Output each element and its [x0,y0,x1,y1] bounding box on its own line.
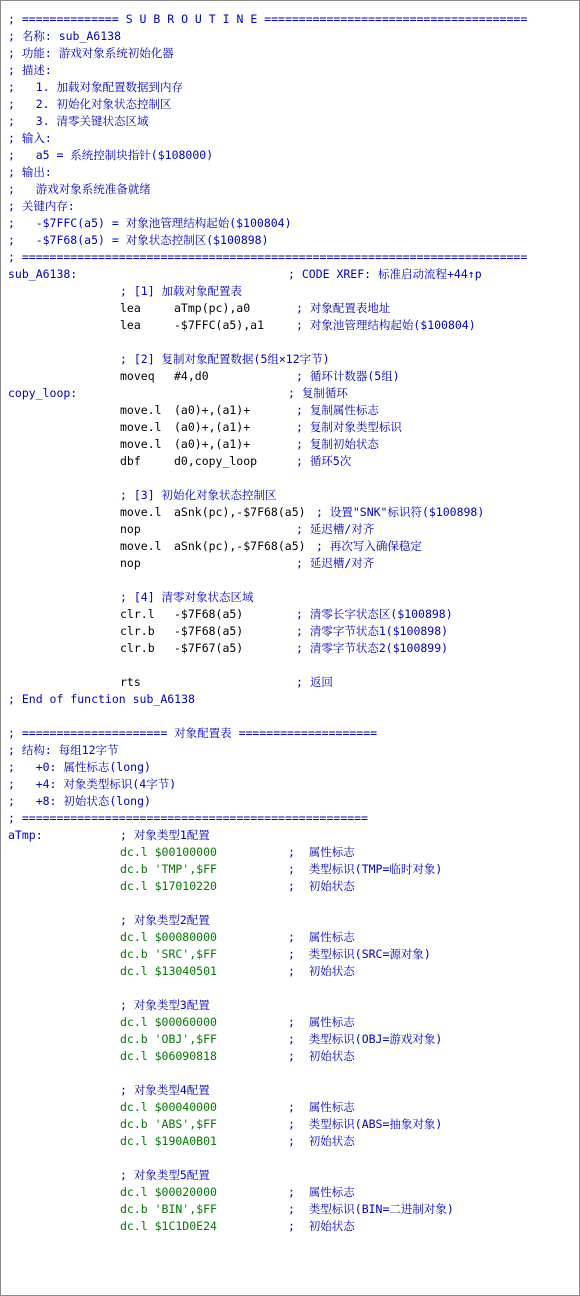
code-line[interactable] [8,28,575,45]
code-line[interactable] [8,351,575,368]
data-directive[interactable]: dc.b 'TMP',$FF [120,862,217,876]
data-directive[interactable]: dc.l $00040000 [120,1100,217,1114]
code-line[interactable] [8,317,575,334]
instruction-mnemonic[interactable]: nop [120,522,141,536]
line-comment: ; 初始状态 [288,964,355,978]
code-line[interactable] [8,1167,575,1184]
instruction-mnemonic[interactable]: clr.b [120,624,155,638]
line-comment: ; 循环计数器(5组) [296,369,400,383]
code-line[interactable] [8,1184,575,1201]
comment-line: ; 2. 初始化对象状态控制区 [8,97,172,111]
section-comment: ; [3] 初始化对象状态控制区 [120,488,277,502]
instruction-mnemonic[interactable]: rts [120,675,141,689]
blank-line [8,895,575,912]
comment-line: ; 输入: [8,131,52,145]
blank-line [8,470,575,487]
instruction-mnemonic[interactable]: move.l [120,437,162,451]
code-line[interactable] [8,674,575,691]
line-comment: ; 类型标识(SRC=源对象) [288,947,431,961]
instruction-mnemonic[interactable]: dbf [120,454,141,468]
code-line[interactable] [8,1014,575,1031]
section-comment: ; [1] 加载对象配置表 [120,284,243,298]
data-directive[interactable]: dc.l $00100000 [120,845,217,859]
comment-line: ; 1. 加载对象配置数据到内存 [8,80,183,94]
code-line[interactable] [8,623,575,640]
line-comment: ; 属性标志 [288,1015,355,1029]
line-comment: ; 初始状态 [288,1219,355,1233]
line-comment: ; CODE XREF: 标准启动流程+44↑p [288,267,482,281]
code-line[interactable] [8,62,575,79]
line-comment: ; 属性标志 [288,930,355,944]
code-line[interactable] [8,742,575,759]
code-line[interactable] [8,793,575,810]
instruction-operands[interactable]: (a0)+,(a1)+ [174,437,251,451]
comment-line: ; ================================================== [8,811,369,825]
data-directive[interactable]: dc.l $1C1D0E24 [120,1219,217,1233]
code-line[interactable] [8,521,575,538]
code-line[interactable] [8,555,575,572]
section-comment: ; 对象类型4配置 [120,1083,210,1097]
section-comment: ; 对象类型3配置 [120,998,210,1012]
instruction-operands[interactable]: aSnk(pc),-$7F68(a5) [174,539,306,553]
line-comment: ; 循环5次 [296,454,352,468]
instruction-mnemonic[interactable]: moveq [120,369,155,383]
code-line[interactable] [8,606,575,623]
instruction-mnemonic[interactable]: lea [120,301,141,315]
code-line[interactable] [8,997,575,1014]
blank-line [8,572,575,589]
section-comment: ; 对象类型2配置 [120,913,210,927]
blank-line [8,980,575,997]
instruction-mnemonic[interactable]: move.l [120,403,162,417]
code-line[interactable] [8,232,575,249]
line-comment: ; 类型标识(ABS=抽象对象) [288,1117,443,1131]
line-comment: ; 设置"SNK"标识符($100898) [316,505,485,519]
instruction-operands[interactable]: aTmp(pc),a0 [174,301,251,315]
line-comment: ; 属性标志 [288,1185,355,1199]
instruction-mnemonic[interactable]: lea [120,318,141,332]
instruction-mnemonic[interactable]: move.l [120,420,162,434]
line-comment: ; 延迟槽/对齐 [296,556,375,570]
code-line[interactable] [8,946,575,963]
data-directive[interactable]: dc.l $00020000 [120,1185,217,1199]
data-directive[interactable]: dc.b 'OBJ',$FF [120,1032,217,1046]
comment-line: ; 描述: [8,63,52,77]
code-line[interactable] [8,589,575,606]
code-line[interactable] [8,725,575,742]
comment-line: ; 3. 清零关键状态区域 [8,114,149,128]
code-line[interactable] [8,147,575,164]
code-label[interactable]: aTmp: [8,828,43,842]
comment-line: ; 游戏对象系统准备就绪 [8,182,151,196]
instruction-operands[interactable]: (a0)+,(a1)+ [174,420,251,434]
instruction-operands[interactable]: (a0)+,(a1)+ [174,403,251,417]
instruction-operands[interactable]: d0,copy_loop [174,454,258,468]
comment-line: ; ============== S U B R O U T I N E ====================================== [8,12,528,26]
code-line[interactable] [8,453,575,470]
line-comment: ; 类型标识(BIN=二进制对象) [288,1202,454,1216]
data-directive[interactable]: dc.l $17010220 [120,879,217,893]
code-line[interactable] [8,266,575,283]
code-line[interactable] [8,164,575,181]
section-comment: ; [2] 复制对象配置数据(5组×12字节) [120,352,330,366]
line-comment: ; 复制初始状态 [296,437,379,451]
code-line[interactable] [8,113,575,130]
comment-line: ; ========================================================================= [8,250,528,264]
data-directive[interactable]: dc.l $190A0B01 [120,1134,217,1148]
line-comment: ; 再次写入确保稳定 [316,539,422,553]
code-line[interactable] [8,487,575,504]
comment-line: ; 结构: 每组12字节 [8,743,119,757]
line-comment: ; 清零字节状态1($100898) [296,624,449,638]
code-line[interactable] [8,419,575,436]
code-line[interactable] [8,1218,575,1235]
code-line[interactable] [8,402,575,419]
instruction-operands[interactable]: aSnk(pc),-$7F68(a5) [174,505,306,519]
data-directive[interactable]: dc.b 'SRC',$FF [120,947,217,961]
code-line[interactable] [8,1048,575,1065]
comment-line: ; 名称: sub_A6138 [8,29,122,43]
end-of-function: ; End of function sub_A6138 [8,692,195,706]
code-line[interactable] [8,215,575,232]
code-line[interactable] [8,283,575,300]
blank-line [8,708,575,725]
data-directive[interactable]: dc.b 'ABS',$FF [120,1117,217,1131]
code-line[interactable] [8,827,575,844]
comment-line: ; +4: 对象类型标识(4字节) [8,777,177,791]
code-line[interactable] [8,504,575,521]
data-directive[interactable]: dc.b 'BIN',$FF [120,1202,217,1216]
instruction-mnemonic[interactable]: move.l [120,505,162,519]
code-line[interactable] [8,810,575,827]
instruction-mnemonic[interactable]: move.l [120,539,162,553]
code-line[interactable] [8,878,575,895]
code-line[interactable] [8,436,575,453]
instruction-mnemonic[interactable]: clr.b [120,641,155,655]
line-comment: ; 延迟槽/对齐 [296,522,375,536]
data-directive[interactable]: dc.l $13040501 [120,964,217,978]
code-line[interactable] [8,1201,575,1218]
instruction-operands[interactable]: -$7F68(a5) [174,607,244,621]
line-comment: ; 类型标识(TMP=临时对象) [288,862,443,876]
data-directive[interactable]: dc.l $00060000 [120,1015,217,1029]
section-comment: ; [4] 清零对象状态区域 [120,590,254,604]
comment-line: ; 关键内存: [8,199,75,213]
code-line[interactable] [8,96,575,113]
data-directive[interactable]: dc.l $06090818 [120,1049,217,1063]
code-line[interactable] [8,1099,575,1116]
code-line[interactable] [8,1082,575,1099]
line-comment: ; 清零字节状态2($100899) [296,641,449,655]
comment-line: ; -$7F68(a5) = 对象状态控制区($100898) [8,233,269,247]
code-line[interactable] [8,691,575,708]
code-line[interactable] [8,181,575,198]
instruction-operands[interactable]: -$7F67(a5) [174,641,244,655]
section-comment: ; 对象类型5配置 [120,1168,210,1182]
line-comment: ; 复制属性标志 [296,403,379,417]
comment-line: ; ===================== 对象配置表 ==================== [8,726,378,740]
code-line[interactable] [8,300,575,317]
code-line[interactable] [8,249,575,266]
blank-line [8,1065,575,1082]
blank-line [8,657,575,674]
code-line[interactable] [8,1133,575,1150]
comment-line: ; 功能: 游戏对象系统初始化器 [8,46,174,60]
comment-line: ; a5 = 系统控制块指针($108000) [8,148,214,162]
blank-line [8,1150,575,1167]
comment-line: ; -$7FFC(a5) = 对象池管理结构起始($100804) [8,216,292,230]
code-line[interactable] [8,368,575,385]
code-line[interactable] [8,1031,575,1048]
blank-line [8,334,575,351]
code-label[interactable]: copy_loop: [8,386,78,400]
code-line[interactable] [8,11,575,28]
line-comment: ; 复制对象类型标识 [296,420,402,434]
line-comment: ; 初始状态 [288,1049,355,1063]
code-line[interactable] [8,861,575,878]
code-line[interactable] [8,79,575,96]
code-line[interactable] [8,1116,575,1133]
instruction-operands[interactable]: -$7FFC(a5),a1 [174,318,265,332]
line-comment: ; 清零长字状态区($100898) [296,607,453,621]
code-listing [8,11,575,1235]
code-line[interactable] [8,538,575,555]
code-line[interactable] [8,912,575,929]
line-comment: ; 类型标识(OBJ=游戏对象) [288,1032,443,1046]
instruction-mnemonic[interactable]: nop [120,556,141,570]
line-comment: ; 对象池管理结构起始($100804) [296,318,476,332]
line-comment: ; 复制循环 [288,386,348,400]
code-line[interactable] [8,640,575,657]
line-comment: ; 初始状态 [288,879,355,893]
instruction-operands[interactable]: #4,d0 [174,369,209,383]
code-line[interactable] [8,385,575,402]
data-directive[interactable]: dc.l $00080000 [120,930,217,944]
comment-line: ; +0: 属性标志(long) [8,760,151,774]
comment-line: ; 输出: [8,165,52,179]
line-comment: ; 返回 [296,675,333,689]
code-line[interactable] [8,759,575,776]
code-line[interactable] [8,45,575,62]
code-line[interactable] [8,776,575,793]
line-comment: ; 初始状态 [288,1134,355,1148]
code-line[interactable] [8,844,575,861]
code-line[interactable] [8,130,575,147]
instruction-operands[interactable]: -$7F68(a5) [174,624,244,638]
code-label[interactable]: sub_A6138: [8,267,78,281]
instruction-mnemonic[interactable]: clr.l [120,607,155,621]
line-comment: ; 对象配置表地址 [296,301,391,315]
line-comment: ; 对象类型1配置 [120,828,210,842]
code-line[interactable] [8,963,575,980]
code-line[interactable] [8,929,575,946]
line-comment: ; 属性标志 [288,845,355,859]
line-comment: ; 属性标志 [288,1100,355,1114]
code-line[interactable] [8,198,575,215]
comment-line: ; +8: 初始状态(long) [8,794,151,808]
